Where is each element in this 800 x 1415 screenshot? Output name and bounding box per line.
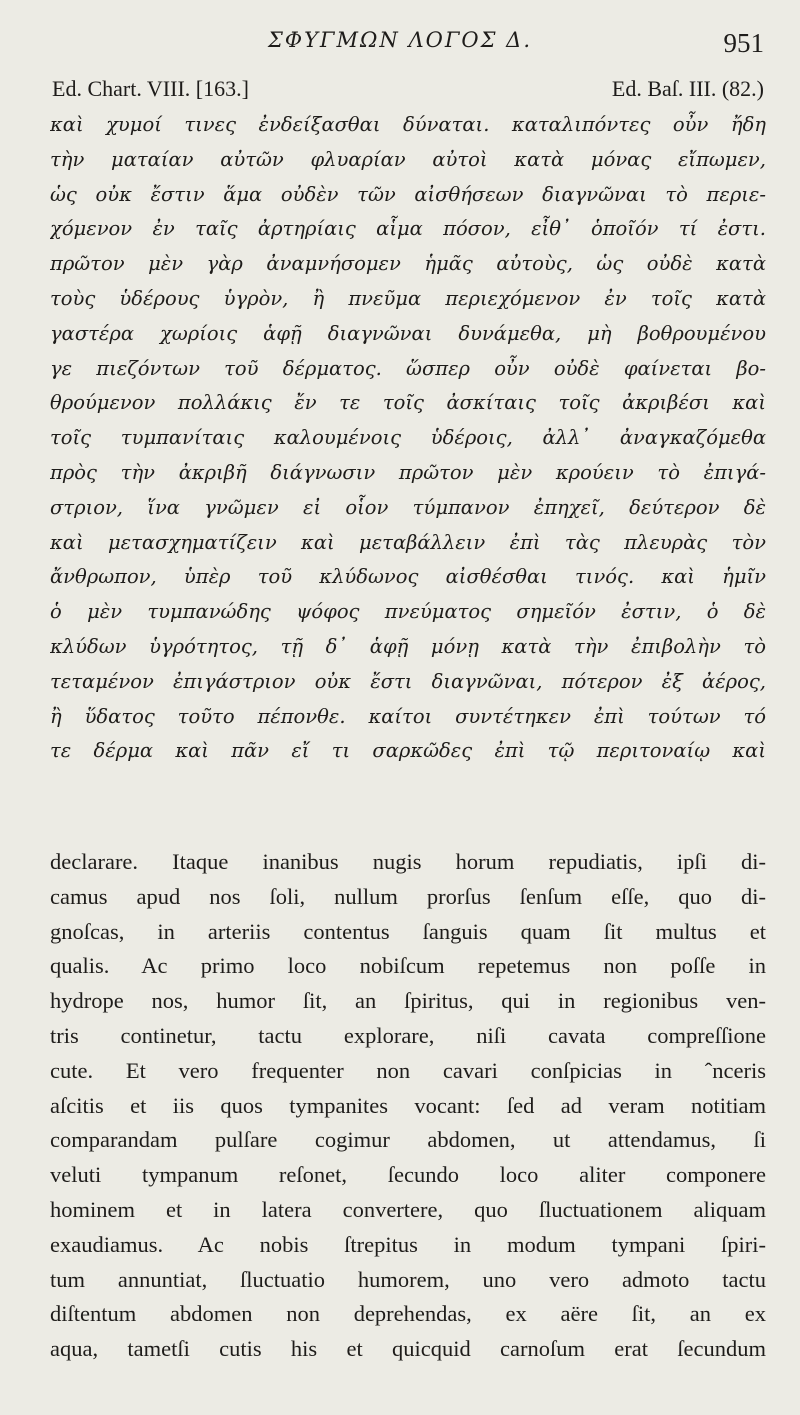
latin-line: qualis. Ac primo loco nobiſcum repetemus non poſſe in <box>50 953 766 979</box>
latin-line: comparandam pulſare cogimur abdomen, ut attendamus, ſi <box>50 1127 766 1153</box>
greek-line: ὁ μὲν τυμπανώδης ψόφος πνεύματος σημεῖόν ἐστιν, ὁ δὲ <box>50 600 766 624</box>
greek-line: τε δέρμα καὶ πᾶν εἴ τι σαρκῶδες ἐπὶ τῷ περιτοναίῳ καὶ <box>50 739 766 763</box>
edition-reference-left: Ed. Chart. VIII. [163.] <box>52 76 249 101</box>
latin-line: hydrope nos, humor ſit, an ſpiritus, qui in regionibus ven- <box>50 988 766 1014</box>
latin-text-block <box>50 845 766 1367</box>
latin-line: diſtentum abdomen non deprehendas, ex aëre ſit, an ex <box>50 1301 766 1327</box>
latin-line: tris continetur, tactu explorare, niſi cavata compreſſione <box>50 1022 766 1048</box>
greek-line: πρὸς τὴν ἀκριβῆ διάγνωσιν πρῶτον μὲν κρούειν τὸ ἐπιγά- <box>50 460 766 484</box>
latin-line: cute. Et vero frequenter non cavari conſpicias in ˆnceris <box>50 1057 766 1083</box>
latin-line: declarare. Itaque inanibus nugis horum repudiatis, ipſi di- <box>50 849 766 874</box>
greek-line: χόμενον ἐν ταῖς ἀρτηρίαις αἷμα πόσον, εἶθ᾽ ὁποῖόν τί ἐστι. <box>50 217 766 241</box>
greek-line: ἄνθρωπον, ὑπὲρ τοῦ κλύδωνος αἰσθέσθαι τινός. καὶ ἡμῖν <box>50 565 766 589</box>
latin-line: tum annuntiat, ſluctuatio humorem, uno vero admoto tactu <box>50 1266 766 1292</box>
greek-line: πρῶτον μὲν γὰρ ἀναμνήσομεν ἡμᾶς αὐτοὺς, ὡς οὐδὲ κατὰ <box>50 252 766 276</box>
greek-line: καὶ μετασχηματίζειν καὶ μεταβάλλειν ἐπὶ τὰς πλευρὰς τὸν <box>50 530 766 554</box>
running-title: ΣΦΥΓΜΩΝ ΛΟΓΟΣ Δ. <box>268 28 532 52</box>
greek-line: γε πιεζόντων τοῦ δέρματος. ὥσπερ οὖν οὐδὲ φαίνεται βο- <box>50 356 766 380</box>
greek-line: τεταμένον ἐπιγάστριον οὐκ ἔστι διαγνῶναι, πότερον ἐξ ἀέρος, <box>50 669 766 693</box>
latin-line: exaudiamus. Ac nobis ſtrepitus in modum tympani ſpiri- <box>50 1231 766 1257</box>
latin-line: gnoſcas, in arteriis contentus ſanguis quam ſit multus et <box>50 918 766 944</box>
greek-line: θρούμενον πολλάκις ἔν τε τοῖς ἀσκίταις τοῖς ἀκριβέσι καὶ <box>50 391 766 415</box>
greek-line: γαστέρα χωρίοις ἁφῇ διαγνῶναι δυνάμεθα, μὴ βοθρουμένου <box>50 321 766 345</box>
greek-line: κλύδων ὑγρότητος, τῇ δ᾽ ἁφῇ μόνῃ κατὰ τὴν ἐπιβολὴν τὸ <box>50 634 766 658</box>
edition-reference-right: Ed. Baſ. III. (82.) <box>611 76 764 101</box>
greek-line: καὶ χυμοί τινες ἐνδείξασθαι δύναται. καταλιπόντες οὖν ἤδη <box>50 113 766 136</box>
greek-line: τὴν ματαίαν αὐτῶν φλυαρίαν αὐτοὶ κατὰ μόνας εἴπωμεν, <box>50 147 766 171</box>
greek-line: τοὺς ὑδέρους ὑγρὸν, ἢ πνεῦμα περιεχόμενον ἐν τοῖς κατὰ <box>50 286 766 310</box>
greek-line: ὡς οὐκ ἔστιν ἅμα οὐδὲν τῶν αἰσθήσεων διαγνῶναι τὸ περιε- <box>50 182 766 206</box>
latin-line: veluti tympanum reſonet, ſecundo loco aliter componere <box>50 1162 766 1188</box>
latin-line: aſcitis et iis quos tympanites vocant: ſed ad veram notitiam <box>50 1092 766 1118</box>
latin-line: aqua, tametſi cutis his et quicquid carnoſum erat ſecundum <box>50 1336 766 1362</box>
greek-line: ἢ ὕδατος τοῦτο πέπονθε. καίτοι συντέτηκεν ἐπὶ τούτων τό <box>50 704 766 728</box>
greek-line: στριον, ἵνα γνῶμεν εἰ οἷον τύμπανον ἐπηχεῖ, δεύτερον δὲ <box>50 495 766 519</box>
greek-line: τοῖς τυμπανίταις καλουμένοις ὑδέροις, ἀλλ᾽ ἀναγκαζόμεθα <box>50 426 766 450</box>
latin-line: hominem et in latera convertere, quo ſluctuationem aliquam <box>50 1196 766 1222</box>
page-number: 951 <box>723 28 764 58</box>
greek-text-block <box>50 108 766 769</box>
latin-line: camus apud nos ſoli, nullum prorſus ſenſum eſſe, quo di- <box>50 883 766 909</box>
